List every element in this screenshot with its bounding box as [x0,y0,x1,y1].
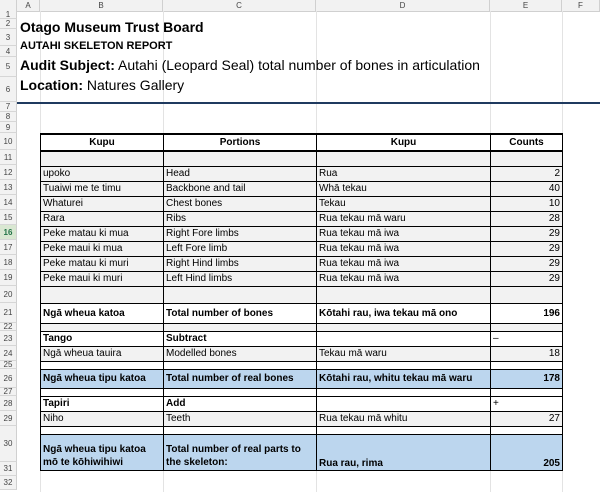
column-header-b[interactable]: B [40,0,163,11]
bone-portion[interactable]: Left Fore limb [164,241,317,256]
row-header-31[interactable]: 31 [0,462,17,476]
blank-cell[interactable] [491,323,563,331]
blank-cell[interactable] [491,426,563,434]
bone-maori[interactable]: Rua tekau mā iwa [317,256,491,271]
row-header-29[interactable]: 29 [0,411,17,426]
bone-maori[interactable]: Rua tekau mā iwa [317,226,491,241]
final-kupu-line2: mō te kōhiwihiwi [43,456,124,468]
blank-cell[interactable] [491,361,563,369]
table-row [41,181,563,196]
bone-portion[interactable]: Chest bones [164,196,317,211]
bone-kupu[interactable]: Peke maui ki muri [41,271,164,286]
table-row-spacer [41,361,563,369]
modelled-portion[interactable]: Modelled bones [164,346,317,361]
audit-subject-value: Autahi (Leopard Seal) total number of bones in articulation [114,57,480,73]
bone-portion[interactable]: Head [164,166,317,181]
row-header-20[interactable]: 20 [0,286,17,303]
modelled-maori[interactable]: Tekau mā waru [317,346,491,361]
table-row [41,166,563,181]
table-row-subtract [41,331,563,346]
modelled-kupu[interactable]: Ngā wheua tauira [41,346,164,361]
row-header-21[interactable]: 21 [0,303,17,323]
blank-cell[interactable] [41,361,164,369]
header-counts[interactable]: Counts [491,134,563,151]
table-row [41,226,563,241]
row-header-26[interactable]: 26 [0,369,17,388]
final-portion-line2: the skeleton: [166,456,228,468]
table-header-row [41,134,563,151]
blank-cell[interactable] [164,426,317,434]
add-kupu[interactable]: Tapiri [41,396,164,411]
bone-kupu[interactable]: upoko [41,166,164,181]
add-sign[interactable]: + [491,396,563,411]
row-header-11[interactable]: 11 [0,150,17,165]
column-header-e[interactable]: E [490,0,562,11]
row-header-23[interactable]: 23 [0,331,17,346]
final-kupu[interactable] [41,434,164,470]
bone-maori[interactable]: Whā tekau [317,181,491,196]
bone-count[interactable]: 40 [491,181,563,196]
column-header-a[interactable]: A [17,0,40,11]
final-maori[interactable]: Rua rau, rima [317,434,491,470]
total-maori[interactable]: Kōtahi rau, iwa tekau mā ono [317,303,491,323]
final-portion[interactable] [164,434,317,470]
blank-cell[interactable] [41,151,164,166]
final-portion-line1: Total number of real parts to [166,443,301,455]
column-header-c[interactable]: C [163,0,316,11]
bone-maori[interactable]: Rua tekau mā waru [317,211,491,226]
blank-cell[interactable] [164,388,317,396]
teeth-portion[interactable]: Teeth [164,411,317,426]
table-row-spacer [41,426,563,434]
bone-kupu[interactable]: Whaturei [41,196,164,211]
row-header-10[interactable]: 10 [0,133,17,150]
bones-table [40,133,563,471]
total-kupu[interactable]: Ngā wheua katoa [41,303,164,323]
add-portion[interactable]: Add [164,396,317,411]
bone-portion[interactable]: Right Fore limbs [164,226,317,241]
bone-portion[interactable]: Ribs [164,211,317,226]
row-header-16[interactable]: 16 [0,225,17,240]
final-count[interactable]: 205 [491,434,563,470]
real-maori[interactable]: Kōtahi rau, whitu tekau mā waru [317,369,491,388]
bone-count[interactable]: 29 [491,256,563,271]
row-header-12[interactable]: 12 [0,165,17,180]
table-row-teeth [41,411,563,426]
header-portions[interactable]: Portions [164,134,317,151]
subtract-sign[interactable]: – [491,331,563,346]
audit-subject-label: Audit Subject: [20,57,115,73]
table-row-add [41,396,563,411]
blank-cell[interactable] [491,286,563,303]
row-header-28[interactable]: 28 [0,396,17,411]
real-count[interactable]: 178 [491,369,563,388]
blank-cell[interactable] [41,323,164,331]
table-row [41,241,563,256]
final-kupu-line1: Ngā wheua tipu katoa [43,443,146,455]
header-kupu-maori[interactable]: Kupu [317,134,491,151]
teeth-count[interactable]: 27 [491,411,563,426]
bone-rows [41,166,563,286]
subtract-maori[interactable] [317,331,491,346]
table-row-blank [41,286,563,303]
add-maori[interactable] [317,396,491,411]
blank-cell[interactable] [41,426,164,434]
real-portion[interactable]: Total number of real bones [164,369,317,388]
table-row [41,196,563,211]
header-kupu[interactable]: Kupu [41,134,164,151]
bone-portion[interactable]: Right Hind limbs [164,256,317,271]
row-header-25[interactable]: 25 [0,361,17,369]
table-row-spacer [41,323,563,331]
blank-cell[interactable] [317,286,491,303]
row-header-30[interactable]: 30 [0,426,17,462]
column-header-f[interactable]: F [562,0,600,11]
row-header-19[interactable]: 19 [0,270,17,286]
bone-count[interactable]: 29 [491,241,563,256]
bone-portion[interactable]: Left Hind limbs [164,271,317,286]
row-header-14[interactable]: 14 [0,195,17,210]
row-header-7[interactable]: 7 [0,102,17,112]
total-count[interactable]: 196 [491,303,563,323]
row-header-13[interactable]: 13 [0,180,17,195]
report-title: AUTAHI SKELETON REPORT [20,40,173,52]
row-header-17[interactable]: 17 [0,240,17,255]
blank-cell[interactable] [491,151,563,166]
location-value: Natures Gallery [83,77,185,93]
blank-cell[interactable] [317,151,491,166]
bone-kupu[interactable]: Tuaiwi me te timu [41,181,164,196]
row-header-24[interactable]: 24 [0,346,17,361]
table-row-total [41,303,563,323]
blank-cell[interactable] [317,361,491,369]
row-header-27[interactable]: 27 [0,388,17,396]
bone-count[interactable]: 10 [491,196,563,211]
row-header-32[interactable]: 32 [0,476,17,490]
bone-count[interactable]: 2 [491,166,563,181]
blank-cell[interactable] [41,388,164,396]
bone-portion[interactable]: Backbone and tail [164,181,317,196]
row-header-9[interactable]: 9 [0,122,17,133]
teeth-maori[interactable]: Rua tekau mā whitu [317,411,491,426]
subtract-kupu[interactable]: Tango [41,331,164,346]
row-header-18[interactable]: 18 [0,255,17,270]
blank-cell[interactable] [164,286,317,303]
bone-maori[interactable]: Rua tekau mā iwa [317,271,491,286]
table-row-real-bones [41,369,563,388]
table-row [41,211,563,226]
table-row [41,271,563,286]
table-row-modelled [41,346,563,361]
teeth-kupu[interactable]: Niho [41,411,164,426]
row-header-5[interactable]: 5 [0,57,17,77]
bone-kupu[interactable]: Rara [41,211,164,226]
org-title: Otago Museum Trust Board [20,19,204,35]
blank-cell[interactable] [317,323,491,331]
header-divider [17,102,600,104]
subtract-portion[interactable]: Subtract [164,331,317,346]
table-row-spacer [41,388,563,396]
row-header-1[interactable]: 1 [0,11,17,19]
blank-cell[interactable] [164,151,317,166]
row-header-3[interactable]: 3 [0,29,17,46]
bone-count[interactable]: 29 [491,271,563,286]
row-header-4[interactable]: 4 [0,46,17,57]
location-label: Location: [20,77,83,93]
table-row-final [41,434,563,470]
bone-maori[interactable]: Rua [317,166,491,181]
blank-cell[interactable] [317,426,491,434]
column-header-d[interactable]: D [316,0,490,11]
row-header-8[interactable]: 8 [0,112,17,122]
blank-cell[interactable] [41,286,164,303]
row-header-6[interactable]: 6 [0,77,17,102]
blank-cell[interactable] [491,388,563,396]
bone-count[interactable]: 29 [491,226,563,241]
bone-kupu[interactable]: Peke matau ki muri [41,256,164,271]
location-line [20,77,184,93]
modelled-count[interactable]: 18 [491,346,563,361]
blank-cell[interactable] [164,323,317,331]
table-row-blank [41,151,563,166]
blank-cell[interactable] [317,388,491,396]
blank-cell[interactable] [164,361,317,369]
row-header-22[interactable]: 22 [0,323,17,331]
bone-kupu[interactable]: Peke matau ki mua [41,226,164,241]
real-kupu[interactable]: Ngā wheua tipu katoa [41,369,164,388]
total-portion[interactable]: Total number of bones [164,303,317,323]
row-header-2[interactable]: 2 [0,19,17,29]
bone-count[interactable]: 28 [491,211,563,226]
column-header-bar [0,0,600,12]
bone-kupu[interactable]: Peke maui ki mua [41,241,164,256]
bone-maori[interactable]: Tekau [317,196,491,211]
row-header-15[interactable]: 15 [0,210,17,225]
table-row [41,256,563,271]
audit-subject-line [20,57,480,73]
bone-maori[interactable]: Rua tekau mā iwa [317,241,491,256]
